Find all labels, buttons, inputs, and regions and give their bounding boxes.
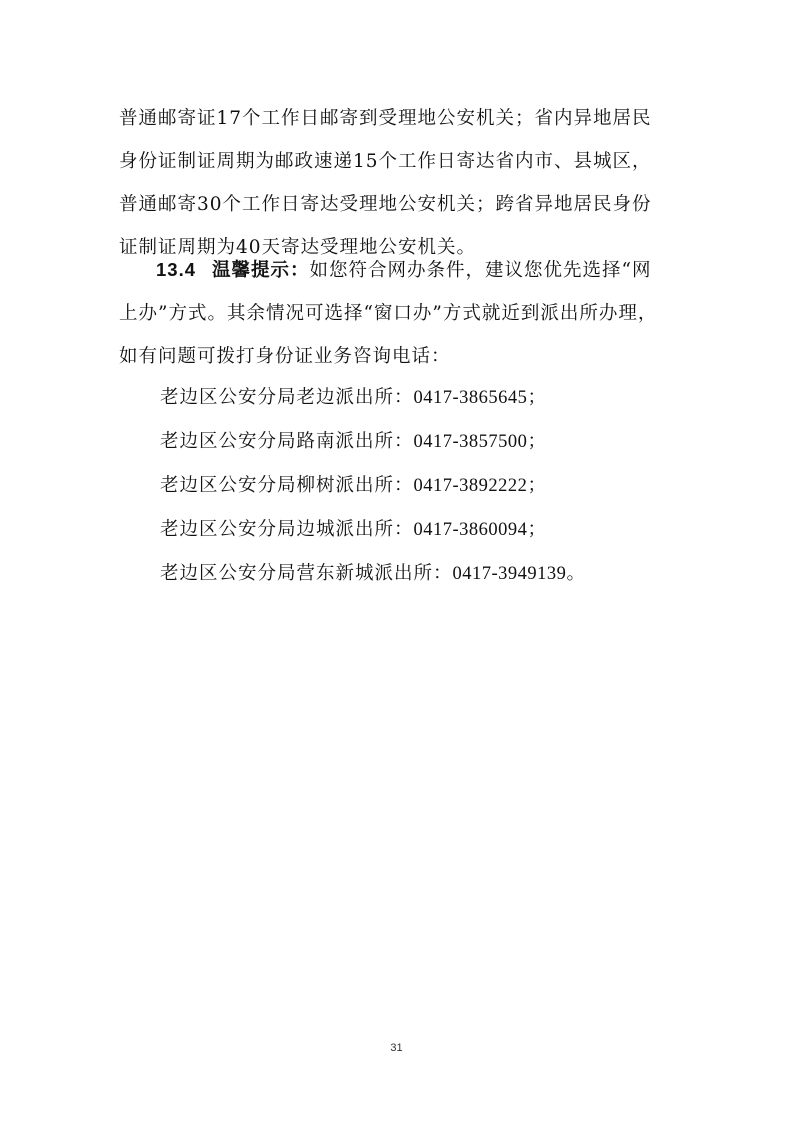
station-name: 老边区公安分局老边派出所：	[160, 387, 414, 408]
station-name: 老边区公安分局营东新城派出所：	[160, 563, 453, 584]
paragraph-line: 如有问题可拨打身份证业务咨询电话：	[119, 346, 451, 367]
phone-number: 0417-3865645	[413, 388, 528, 408]
tips-first-line	[119, 248, 679, 292]
contact-item	[160, 552, 586, 596]
contact-item	[160, 376, 586, 420]
tips-paragraph	[119, 248, 679, 378]
line-end: ；	[527, 431, 547, 452]
station-name: 老边区公安分局路南派出所：	[160, 431, 414, 452]
phone-number: 0417-3860094	[413, 520, 528, 540]
contact-item	[160, 464, 586, 508]
section-number: 13.4	[156, 259, 197, 280]
phone-number: 0417-3949139	[452, 564, 567, 584]
page-number: 31	[390, 1042, 403, 1054]
paragraph-line: 证制证周期为40天寄达受理地公安机关。	[119, 237, 477, 258]
line-end: ；	[527, 519, 547, 540]
paragraph-line: 身份证制证周期为邮政速递15个工作日寄达省内市、县城区，	[119, 151, 652, 172]
line-end: ；	[527, 475, 547, 496]
phone-number: 0417-3892222	[413, 476, 528, 496]
tips-text: 如您符合网办条件，建议您优先选择“网	[309, 260, 652, 281]
station-name: 老边区公安分局边城派出所：	[160, 519, 414, 540]
paragraph-line: 上办”方式。其余情况可选择“窗口办”方式就近到派出所办理，	[119, 303, 658, 324]
delivery-period-paragraph	[119, 97, 679, 269]
line-end: ；	[527, 387, 547, 408]
contact-list	[160, 376, 586, 596]
contact-item	[160, 508, 586, 552]
contact-item	[160, 420, 586, 464]
station-name: 老边区公安分局柳树派出所：	[160, 475, 414, 496]
section-label: 温馨提示：	[212, 260, 310, 281]
phone-number: 0417-3857500	[413, 432, 528, 452]
paragraph-line: 普通邮寄证17个工作日邮寄到受理地公安机关；省内异地居民	[119, 108, 652, 129]
line-end: 。	[566, 563, 586, 584]
paragraph-line: 普通邮寄30个工作日寄达受理地公安机关；跨省异地居民身份	[119, 194, 652, 215]
